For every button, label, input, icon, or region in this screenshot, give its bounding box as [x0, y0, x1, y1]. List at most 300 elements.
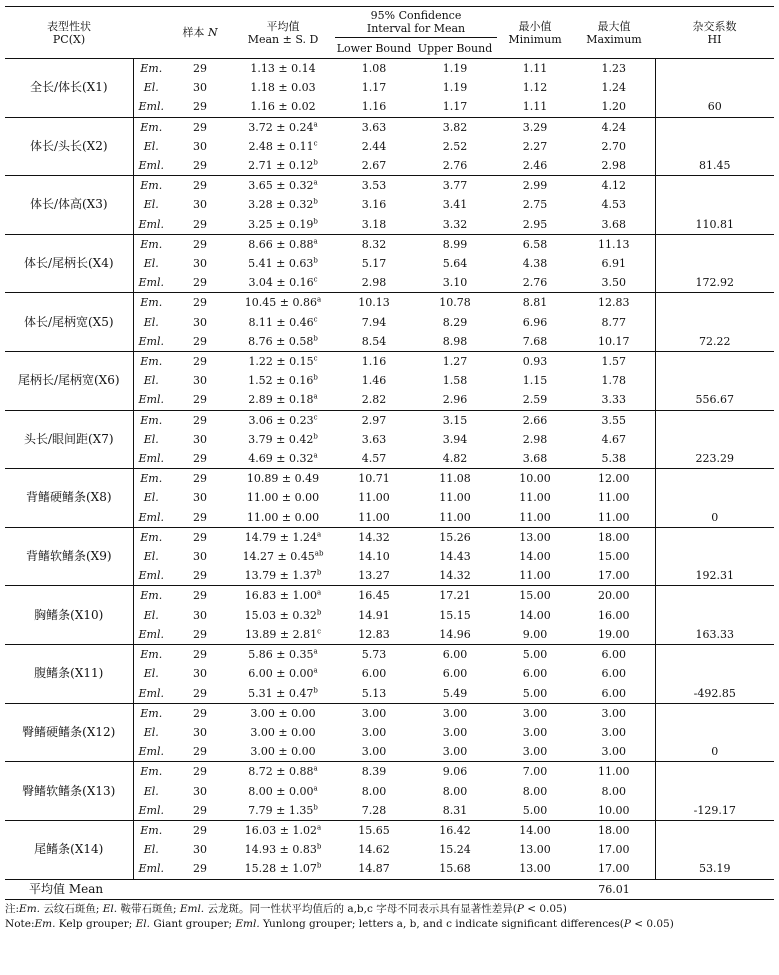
n-cell: 29	[169, 449, 231, 469]
mean-value: 1.13 ± 0.14	[250, 62, 316, 75]
min-cell: 14.00	[519, 550, 551, 564]
hi-cell: -129.17	[655, 762, 774, 821]
lower-cell: 1.08	[361, 62, 387, 75]
lower-cell: 3.00	[335, 742, 413, 762]
significance-letter: b	[316, 861, 322, 870]
trait-cell: 臀鳍硬鳍条(X12)	[5, 703, 133, 762]
significance-letter: c	[313, 139, 318, 148]
trait-cell: 背鳍软鳍条(X9)	[5, 527, 133, 586]
header-min-en: Minimum	[508, 32, 562, 46]
lower-cell: 15.65	[358, 823, 390, 837]
significance-letter: b	[313, 197, 318, 206]
max-cell: 11.00	[598, 491, 630, 505]
upper-cell: 8.98	[413, 332, 497, 352]
mean-value: 3.00 ± 0.00	[250, 706, 316, 720]
n-cell: 29	[193, 648, 207, 662]
min-cell: 1.11	[522, 62, 548, 75]
upper-cell: 3.00	[442, 725, 468, 739]
upper-cell: 1.58	[442, 374, 468, 388]
lower-cell: 14.10	[358, 550, 390, 564]
mean-value: 16.03 ± 1.02	[244, 823, 317, 837]
species-cell: Eml.	[133, 449, 169, 469]
min-cell: 3.68	[497, 449, 573, 469]
min-cell: 0.93	[522, 355, 548, 369]
significance-letter: b	[316, 568, 322, 577]
n-cell: 29	[169, 625, 231, 645]
upper-cell: 11.00	[413, 508, 497, 528]
n-cell: 29	[193, 355, 207, 369]
n-cell: 30	[193, 315, 207, 329]
mean-cell	[231, 410, 335, 430]
lower-cell: 3.16	[361, 198, 387, 212]
n-cell: 29	[169, 508, 231, 528]
hi-cell: 223.29	[655, 410, 774, 469]
species-cell: Em.	[140, 179, 163, 193]
upper-cell: 1.27	[442, 355, 468, 369]
header-n-en: N	[207, 26, 218, 39]
significance-letter: b	[313, 256, 318, 265]
n-cell: 30	[193, 139, 207, 153]
min-cell: 7.00	[522, 765, 548, 779]
significance-letter: c	[313, 314, 318, 323]
n-cell: 30	[193, 198, 207, 212]
significance-letter: ab	[314, 549, 324, 558]
header-mean	[231, 7, 335, 59]
table-row	[5, 352, 774, 372]
species-cell: Eml.	[133, 566, 169, 586]
mean-cell	[231, 742, 335, 762]
hi-cell: -492.85	[655, 645, 774, 704]
mean-cell	[231, 313, 335, 332]
header-hi-en: HI	[707, 32, 722, 46]
species-cell: Em.	[140, 62, 163, 75]
species-cell: El.	[143, 315, 159, 329]
mean-cell	[231, 840, 335, 859]
header-mean-en: Mean ± S. D	[247, 32, 319, 46]
lower-cell: 6.00	[361, 667, 387, 681]
significance-letter: b	[313, 803, 318, 812]
upper-cell: 11.08	[439, 472, 471, 486]
min-cell: 11.00	[497, 508, 573, 528]
lower-cell: 8.00	[361, 784, 387, 798]
n-cell: 29	[169, 390, 231, 410]
lower-cell: 3.00	[361, 706, 387, 720]
max-cell: 3.00	[601, 706, 626, 720]
lower-cell: 12.83	[335, 625, 413, 645]
mean-value: 6.00 ± 0.00	[248, 667, 314, 681]
mean-value: 3.25 ± 0.19	[248, 217, 314, 231]
max-cell: 3.00	[601, 725, 626, 739]
min-cell: 3.00	[522, 725, 548, 739]
lower-cell: 2.98	[335, 273, 413, 293]
significance-letter: c	[313, 413, 318, 421]
upper-cell: 3.41	[442, 198, 468, 212]
upper-cell: 6.00	[442, 667, 468, 681]
table-row	[5, 820, 774, 840]
lower-cell: 5.13	[335, 684, 413, 704]
hi-cell: 72.22	[655, 293, 774, 352]
mean-cell	[231, 859, 335, 879]
header-trait-en: PC(X)	[52, 32, 86, 46]
table-notes	[5, 902, 774, 932]
species-cell: El.	[143, 491, 159, 505]
max-cell: 18.00	[598, 823, 630, 837]
data-table	[5, 6, 774, 900]
table-row	[5, 293, 774, 313]
max-cell: 18.00	[598, 530, 630, 544]
max-cell: 3.00	[573, 742, 655, 762]
lower-cell: 8.54	[335, 332, 413, 352]
footer-label: 平均值 Mean	[29, 881, 104, 896]
significance-letter: a	[317, 530, 322, 539]
upper-cell: 8.31	[413, 801, 497, 821]
lower-cell: 5.73	[361, 648, 387, 662]
significance-letter: a	[313, 178, 318, 187]
mean-value: 5.41 ± 0.63	[248, 257, 314, 271]
mean-cell	[231, 645, 335, 665]
significance-letter: a	[313, 119, 318, 128]
significance-letter: b	[313, 685, 318, 694]
lower-cell: 8.39	[361, 765, 387, 779]
header-n-cn: 样本	[182, 26, 205, 39]
max-cell: 3.33	[573, 390, 655, 410]
min-cell: 4.38	[522, 257, 548, 271]
min-cell: 1.12	[522, 81, 548, 95]
mean-cell	[231, 488, 335, 507]
max-cell: 1.57	[601, 355, 626, 369]
significance-letter: a	[313, 647, 318, 656]
trait-cell: 体长/尾柄宽(X5)	[5, 293, 133, 352]
n-cell: 29	[193, 237, 207, 251]
mean-value: 15.03 ± 0.32	[244, 608, 317, 622]
n-cell: 30	[193, 784, 207, 798]
max-cell: 1.24	[601, 81, 626, 95]
mean-cell	[231, 137, 335, 156]
mean-value: 10.45 ± 0.86	[244, 296, 317, 310]
table-header	[5, 7, 774, 59]
n-cell: 29	[169, 332, 231, 352]
min-cell: 10.00	[519, 472, 551, 486]
species-cell: Eml.	[133, 859, 169, 879]
significance-letter: a	[313, 783, 318, 792]
max-cell: 15.00	[598, 550, 630, 564]
upper-cell: 5.64	[442, 257, 468, 271]
upper-cell: 17.21	[439, 589, 471, 603]
mean-cell	[231, 469, 335, 489]
species-cell: El.	[143, 139, 159, 153]
min-cell: 1.11	[497, 97, 573, 117]
max-cell: 5.38	[573, 449, 655, 469]
table-row	[5, 59, 774, 79]
lower-cell: 10.13	[358, 296, 390, 310]
mean-cell	[231, 430, 335, 449]
upper-cell: 15.24	[439, 843, 471, 857]
max-cell: 1.78	[601, 374, 626, 388]
species-cell: Eml.	[133, 508, 169, 528]
max-cell: 4.53	[601, 198, 626, 212]
lower-cell: 14.91	[358, 608, 390, 622]
n-cell: 30	[193, 843, 207, 857]
min-cell: 13.00	[497, 859, 573, 879]
significance-letter: a	[317, 588, 322, 597]
lower-cell: 3.00	[361, 725, 387, 739]
mean-value: 13.79 ± 1.37	[244, 569, 317, 583]
lower-cell: 5.17	[361, 257, 387, 271]
mean-cell	[231, 254, 335, 273]
species-cell: El.	[143, 843, 159, 857]
upper-cell: 1.19	[442, 81, 468, 95]
n-cell: 29	[193, 413, 207, 427]
trait-cell: 尾鳍条(X14)	[5, 820, 133, 879]
mean-cell	[231, 59, 335, 79]
table-footer	[5, 879, 774, 899]
hi-cell: 110.81	[655, 176, 774, 235]
mean-cell	[231, 606, 335, 625]
hi-cell: 192.31	[655, 527, 774, 586]
max-cell: 3.50	[573, 273, 655, 293]
lower-cell: 7.28	[335, 801, 413, 821]
species-cell: Eml.	[133, 215, 169, 235]
mean-value: 1.52 ± 0.16	[248, 374, 314, 388]
max-cell: 20.00	[598, 589, 630, 603]
lower-cell: 2.44	[361, 139, 387, 153]
table-row	[5, 176, 774, 196]
upper-cell: 6.00	[442, 648, 468, 662]
n-cell: 30	[193, 667, 207, 681]
min-cell: 15.00	[519, 589, 551, 603]
significance-letter: b	[313, 216, 318, 225]
header-species	[133, 7, 169, 59]
significance-letter: c	[313, 275, 318, 284]
upper-cell: 1.17	[413, 97, 497, 117]
lower-cell: 2.82	[335, 390, 413, 410]
hi-cell: 53.19	[655, 820, 774, 879]
max-cell: 2.70	[601, 139, 626, 153]
species-cell: Eml.	[133, 742, 169, 762]
max-cell: 17.00	[573, 859, 655, 879]
species-cell: Em.	[140, 589, 163, 603]
upper-cell: 3.00	[413, 742, 497, 762]
max-cell: 12.83	[598, 296, 630, 310]
note-cn: 注:Em. 云纹石斑鱼; El. 鞍带石斑鱼; Eml. 云龙斑。同一性状平均值后的 a,b,c 字母不同表示具有显著性差异(P < 0.05)	[5, 902, 567, 915]
lower-cell: 11.00	[358, 491, 390, 505]
table-row	[5, 117, 774, 137]
mean-value: 15.28 ± 1.07	[244, 862, 317, 876]
species-cell: El.	[143, 432, 159, 446]
mean-value: 1.16 ± 0.02	[250, 100, 316, 114]
significance-letter: b	[316, 842, 322, 851]
significance-letter: a	[313, 666, 318, 675]
max-cell: 1.23	[601, 62, 626, 75]
header-trait-cn: 表型性状	[47, 19, 91, 33]
mean-cell	[231, 625, 335, 645]
max-cell: 1.20	[573, 97, 655, 117]
header-hi	[655, 7, 774, 59]
lower-cell: 2.67	[335, 156, 413, 176]
mean-cell	[231, 215, 335, 235]
max-cell: 4.24	[601, 120, 626, 134]
species-cell: Em.	[140, 237, 163, 251]
min-cell: 2.98	[522, 432, 548, 446]
trait-cell: 全长/体长(X1)	[5, 59, 133, 118]
table-row	[5, 527, 774, 547]
mean-cell	[231, 273, 335, 293]
significance-letter: a	[317, 295, 322, 304]
min-cell: 5.00	[497, 801, 573, 821]
trait-cell: 头长/眼间距(X7)	[5, 410, 133, 469]
mean-cell	[231, 117, 335, 137]
species-cell: Em.	[140, 823, 163, 837]
note-en: Note:Em. Kelp grouper; El. Giant grouper; Eml. Yunlong grouper; letters a, b, and c indicate significant differences(P < 0.05)	[5, 917, 674, 930]
min-cell: 2.75	[522, 198, 548, 212]
min-cell: 14.00	[519, 608, 551, 622]
min-cell: 2.76	[497, 273, 573, 293]
upper-cell: 15.15	[439, 608, 471, 622]
mean-cell	[231, 586, 335, 606]
table-row	[5, 703, 774, 723]
max-cell: 2.98	[573, 156, 655, 176]
max-cell: 8.77	[601, 315, 626, 329]
species-cell: Eml.	[133, 684, 169, 704]
n-cell: 30	[193, 432, 207, 446]
trait-cell: 体长/尾柄长(X4)	[5, 234, 133, 293]
mean-value: 3.28 ± 0.32	[248, 198, 314, 212]
upper-cell: 14.96	[413, 625, 497, 645]
mean-value: 14.27 ± 0.45	[242, 550, 315, 564]
min-cell: 5.00	[497, 684, 573, 704]
header-ci-line2: Interval for Mean	[366, 22, 466, 35]
min-cell: 2.27	[522, 139, 548, 153]
mean-value: 3.00 ± 0.00	[250, 725, 316, 739]
species-cell: El.	[143, 81, 159, 95]
hi-cell: 172.92	[655, 234, 774, 293]
max-cell: 11.00	[598, 765, 630, 779]
lower-cell: 14.32	[358, 530, 390, 544]
mean-cell	[231, 371, 335, 390]
hi-cell: 81.45	[655, 117, 774, 176]
min-cell: 6.58	[522, 237, 548, 251]
min-cell: 8.81	[522, 296, 548, 310]
species-cell: Em.	[140, 413, 163, 427]
mean-cell	[231, 352, 335, 372]
max-cell: 11.00	[573, 508, 655, 528]
species-cell: Em.	[140, 530, 163, 544]
significance-letter: c	[313, 354, 318, 363]
upper-cell: 3.10	[413, 273, 497, 293]
lower-cell: 3.53	[361, 179, 387, 193]
min-cell: 9.00	[497, 625, 573, 645]
n-cell: 30	[193, 374, 207, 388]
upper-cell: 3.82	[442, 120, 468, 134]
mean-value: 8.11 ± 0.46	[248, 315, 314, 329]
n-cell: 29	[169, 97, 231, 117]
mean-value: 4.69 ± 0.32	[248, 452, 314, 466]
mean-value: 3.79 ± 0.42	[248, 432, 314, 446]
table-row	[5, 645, 774, 665]
header-hi-cn: 杂交系数	[692, 19, 737, 33]
mean-cell	[231, 390, 335, 410]
lower-cell: 4.57	[335, 449, 413, 469]
upper-cell: 3.32	[413, 215, 497, 235]
upper-cell: 11.00	[439, 491, 471, 505]
mean-cell	[231, 195, 335, 214]
n-cell: 30	[193, 81, 207, 95]
n-cell: 29	[193, 179, 207, 193]
lower-cell: 1.16	[335, 97, 413, 117]
significance-letter: a	[313, 237, 318, 246]
trait-cell: 体长/体高(X3)	[5, 176, 133, 235]
lower-cell: 16.45	[358, 589, 390, 603]
upper-cell: 8.00	[442, 784, 468, 798]
max-cell: 19.00	[573, 625, 655, 645]
species-cell: Em.	[140, 648, 163, 662]
species-cell: Eml.	[133, 390, 169, 410]
hi-cell: 60	[655, 59, 774, 118]
header-min-cn: 最小值	[518, 19, 552, 33]
trait-cell: 胸鳍条(X10)	[5, 586, 133, 645]
mean-value: 2.71 ± 0.12	[248, 159, 314, 173]
species-cell: Eml.	[133, 332, 169, 352]
n-cell: 30	[193, 725, 207, 739]
species-cell: Em.	[140, 765, 163, 779]
n-cell: 30	[193, 608, 207, 622]
n-cell: 29	[169, 215, 231, 235]
max-cell: 6.00	[601, 667, 626, 681]
species-cell: Eml.	[133, 97, 169, 117]
hi-cell: 0	[655, 703, 774, 762]
species-cell: Eml.	[133, 801, 169, 821]
species-cell: El.	[143, 784, 159, 798]
upper-cell: 14.32	[413, 566, 497, 586]
mean-value: 2.89 ± 0.18	[248, 393, 314, 407]
max-cell: 10.00	[573, 801, 655, 821]
min-cell: 11.00	[497, 566, 573, 586]
lower-cell: 10.71	[358, 472, 390, 486]
min-cell: 3.29	[522, 120, 548, 134]
species-cell: El.	[143, 608, 159, 622]
n-cell: 29	[193, 765, 207, 779]
species-cell: Em.	[140, 120, 163, 134]
upper-cell: 4.82	[413, 449, 497, 469]
mean-value: 13.89 ± 2.81	[244, 627, 318, 641]
species-cell: El.	[143, 725, 159, 739]
n-cell: 29	[193, 823, 207, 837]
table-row	[5, 762, 774, 782]
mean-value: 5.31 ± 0.47	[248, 686, 314, 700]
mean-cell	[231, 156, 335, 176]
n-cell: 30	[193, 257, 207, 271]
mean-value: 8.66 ± 0.88	[248, 237, 314, 251]
lower-cell: 3.63	[361, 120, 387, 134]
max-cell: 6.91	[601, 257, 626, 271]
species-cell: El.	[143, 257, 159, 271]
table-container	[5, 6, 774, 932]
mean-value: 14.79 ± 1.24	[244, 530, 317, 544]
min-cell: 13.00	[519, 530, 551, 544]
hi-cell: 0	[655, 469, 774, 528]
species-cell: Eml.	[133, 156, 169, 176]
upper-cell: 2.52	[442, 139, 468, 153]
max-cell: 17.00	[573, 566, 655, 586]
species-cell: El.	[143, 550, 159, 564]
significance-letter: a	[313, 764, 318, 773]
lower-cell: 3.18	[335, 215, 413, 235]
upper-cell: 10.78	[439, 296, 471, 310]
trait-cell: 背鳍硬鳍条(X8)	[5, 469, 133, 528]
min-cell: 2.59	[497, 390, 573, 410]
significance-letter: a	[313, 392, 318, 401]
trait-cell: 体长/头长(X2)	[5, 117, 133, 176]
